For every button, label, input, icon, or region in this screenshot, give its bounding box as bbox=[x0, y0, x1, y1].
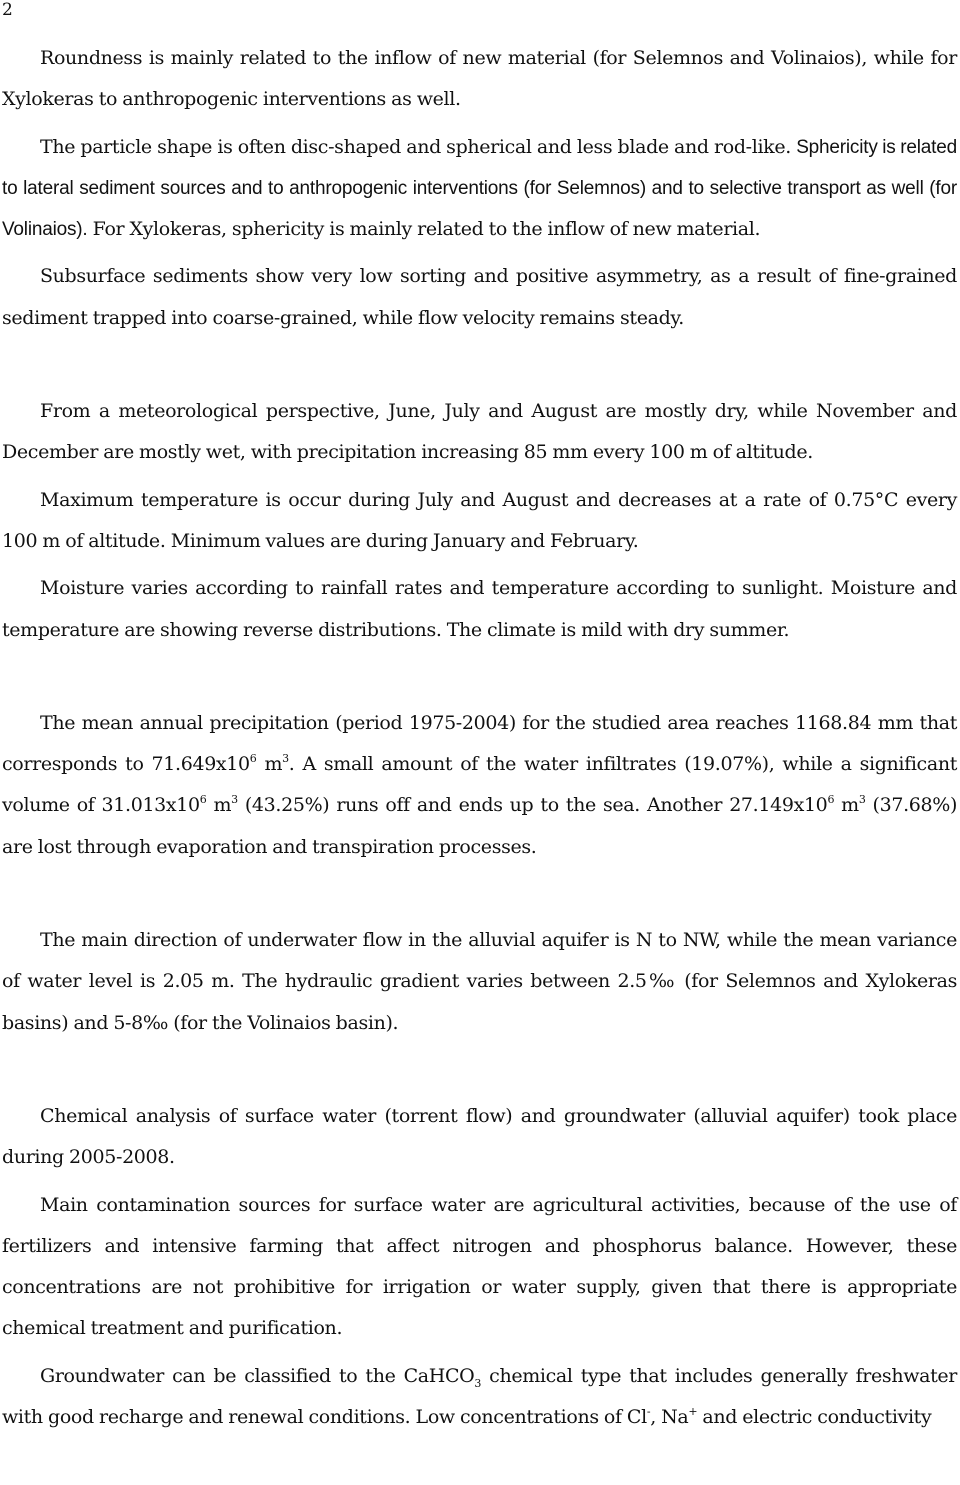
paragraph-subsurface-sediments: Subsurface sediments show very low sorting and positive asymmetry, as a result of fine-grained sediment trapped into coarse-grained, while flow velocity remains steady. bbox=[2, 265, 957, 329]
groundwater-text: chemical type that includes generally freshwater with good recharge and renewal conditions. Low concentrations of Cl bbox=[2, 1364, 958, 1429]
precipitation-text: The mean annual precipitation (period 1975-2004) for the studied area reaches 1168.84 mm that corresponds to 71.649x10 bbox=[2, 711, 957, 776]
document-body bbox=[2, 38, 957, 1444]
unit-text: m bbox=[206, 794, 232, 817]
subscript: 3 bbox=[474, 1376, 482, 1390]
groundwater-text: and electric conductivity bbox=[697, 1406, 932, 1429]
ion-charge: - bbox=[646, 1405, 651, 1419]
paragraph-roundness: Roundness is mainly related to the inflow of new material (for Selemnos and Volinaios), while for Xylokeras to anthropogenic interventions as well. bbox=[2, 47, 957, 111]
paragraph-particle-shape bbox=[2, 127, 957, 251]
unit-text: m bbox=[834, 794, 859, 817]
precipitation-text: . A small amount of the water infiltrates (19.07%), while a significant volume of 31.013x10 bbox=[2, 753, 957, 817]
groundwater-text: , Na bbox=[650, 1406, 689, 1429]
particle-shape-sentence: The particle shape is often disc-shaped and spherical and less blade and rod-like. bbox=[40, 135, 791, 158]
page-number: 2 bbox=[2, 0, 13, 20]
groundwater-text: Groundwater can be classified to the CaHCO bbox=[40, 1364, 475, 1387]
sphericity-sentence: Sphericity is related to lateral sediment sources and to anthropogenic interventions (for Selemnos) and to selective transport as well (for Volinaios). bbox=[2, 136, 957, 241]
exponent: 6 bbox=[199, 793, 207, 807]
exponent: 6 bbox=[249, 752, 257, 766]
paragraph-precipitation bbox=[2, 703, 957, 868]
paragraph-groundwater bbox=[2, 1356, 957, 1439]
paragraph-temperature: Maximum temperature is occur during July and August and decreases at a rate of 0.75°C every 100 m of altitude. Minimum values are during January and February. bbox=[2, 488, 957, 552]
exponent: 3 bbox=[858, 793, 866, 807]
exponent: 3 bbox=[282, 752, 289, 766]
paragraph-meteorology: From a meteorological perspective, June, July and August are mostly dry, while November and December are mostly wet, with precipitation increasing 85 mm every 100 m of altitude. bbox=[2, 400, 957, 464]
xylokeras-sphericity-sentence: For Xylokeras, sphericity is mainly related to the inflow of new material. bbox=[92, 218, 761, 241]
unit-text: m bbox=[256, 753, 283, 776]
ion-charge: + bbox=[688, 1405, 698, 1419]
precipitation-text: (37.68%) are lost through evaporation and transpiration processes. bbox=[2, 794, 958, 858]
paragraph-contamination: Main contamination sources for surface water are agricultural activities, because of the use of fertilizers and intensive farming that affect nitrogen and phosphorus balance. However, these concentrations are not prohibitive for irrigation or water supply, given that there is appropriate chemical treatment and purification. bbox=[2, 1193, 957, 1340]
paragraph-moisture: Moisture varies according to rainfall rates and temperature according to sunlight. Moisture and temperature are showing reverse distributions. The climate is mild with dry summer. bbox=[2, 577, 957, 641]
precipitation-text: (43.25%) runs off and ends up to the sea. Another 27.149x10 bbox=[237, 794, 828, 817]
paragraph-underwater-flow: The main direction of underwater flow in the alluvial aquifer is N to NW, while the mean variance of water level is 2.05 m. The hydraulic gradient varies between 2.5‰ (for Selemnos and Xylokeras basins) and 5-8‰ (for the Volinaios basin). bbox=[2, 929, 957, 1034]
exponent: 6 bbox=[827, 793, 835, 807]
exponent: 3 bbox=[231, 793, 238, 807]
paragraph-chemical-analysis: Chemical analysis of surface water (torrent flow) and groundwater (alluvial aquifer) took place during 2005-2008. bbox=[2, 1104, 957, 1169]
